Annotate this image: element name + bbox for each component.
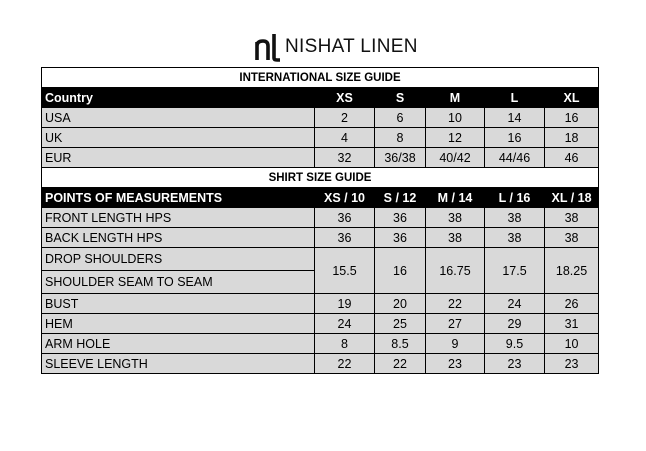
cell: 8 bbox=[315, 334, 375, 354]
cell: 8 bbox=[375, 128, 426, 148]
header-s: S bbox=[375, 88, 426, 108]
header-xs-10: XS / 10 bbox=[315, 188, 375, 208]
header-xs: XS bbox=[315, 88, 375, 108]
cell: 29 bbox=[485, 314, 545, 334]
cell: 26 bbox=[545, 294, 599, 314]
cell: 2 bbox=[315, 108, 375, 128]
cell: 15.5 bbox=[315, 248, 375, 294]
cell: 24 bbox=[485, 294, 545, 314]
cell: 38 bbox=[426, 208, 485, 228]
row-label: DROP SHOULDERS bbox=[42, 248, 315, 271]
cell: 23 bbox=[485, 354, 545, 374]
cell: 32 bbox=[315, 148, 375, 168]
row-label: EUR bbox=[42, 148, 315, 168]
row-label: FRONT LENGTH HPS bbox=[42, 208, 315, 228]
cell: 22 bbox=[315, 354, 375, 374]
cell: 40/42 bbox=[426, 148, 485, 168]
cell: 23 bbox=[545, 354, 599, 374]
brand-logo bbox=[255, 30, 418, 64]
cell: 36 bbox=[375, 228, 426, 248]
cell: 16 bbox=[485, 128, 545, 148]
row-label: SLEEVE LENGTH bbox=[42, 354, 315, 374]
international-title-row bbox=[42, 68, 599, 88]
cell: 8.5 bbox=[375, 334, 426, 354]
size-guide-table bbox=[41, 67, 599, 374]
header-xl: XL bbox=[545, 88, 599, 108]
cell: 36 bbox=[375, 208, 426, 228]
table-row bbox=[42, 148, 599, 168]
header-s-12: S / 12 bbox=[375, 188, 426, 208]
row-label: BUST bbox=[42, 294, 315, 314]
cell: 44/46 bbox=[485, 148, 545, 168]
cell: 36/38 bbox=[375, 148, 426, 168]
cell: 6 bbox=[375, 108, 426, 128]
cell: 38 bbox=[485, 228, 545, 248]
cell: 18 bbox=[545, 128, 599, 148]
header-xl-18: XL / 18 bbox=[545, 188, 599, 208]
cell: 23 bbox=[426, 354, 485, 374]
brand-name: NISHAT LINEN bbox=[285, 36, 418, 57]
cell: 38 bbox=[426, 228, 485, 248]
table-row bbox=[42, 294, 599, 314]
cell: 16.75 bbox=[426, 248, 485, 294]
cell: 12 bbox=[426, 128, 485, 148]
cell: 22 bbox=[375, 354, 426, 374]
shirt-title-row bbox=[42, 168, 599, 188]
cell: 38 bbox=[485, 208, 545, 228]
row-label: USA bbox=[42, 108, 315, 128]
cell: 38 bbox=[545, 228, 599, 248]
cell: 24 bbox=[315, 314, 375, 334]
cell: 46 bbox=[545, 148, 599, 168]
header-points-of-measurements: POINTS OF MEASUREMENTS bbox=[42, 188, 315, 208]
cell: 31 bbox=[545, 314, 599, 334]
table-row bbox=[42, 228, 599, 248]
cell: 4 bbox=[315, 128, 375, 148]
row-label: SHOULDER SEAM TO SEAM bbox=[42, 271, 315, 294]
cell: 36 bbox=[315, 228, 375, 248]
shirt-header-row bbox=[42, 188, 599, 208]
cell: 22 bbox=[426, 294, 485, 314]
international-header-row bbox=[42, 88, 599, 108]
nl-monogram-icon bbox=[255, 32, 281, 62]
table-row bbox=[42, 334, 599, 354]
cell: 10 bbox=[545, 334, 599, 354]
table-row bbox=[42, 314, 599, 334]
cell: 36 bbox=[315, 208, 375, 228]
header-m-14: M / 14 bbox=[426, 188, 485, 208]
row-label: ARM HOLE bbox=[42, 334, 315, 354]
international-size-guide-title: INTERNATIONAL SIZE GUIDE bbox=[42, 68, 599, 88]
table-row bbox=[42, 208, 599, 228]
cell: 16 bbox=[375, 248, 426, 294]
header-country: Country bbox=[42, 88, 315, 108]
cell: 16 bbox=[545, 108, 599, 128]
cell: 25 bbox=[375, 314, 426, 334]
cell: 17.5 bbox=[485, 248, 545, 294]
cell: 19 bbox=[315, 294, 375, 314]
cell: 9.5 bbox=[485, 334, 545, 354]
table-row bbox=[42, 354, 599, 374]
row-label: UK bbox=[42, 128, 315, 148]
cell: 14 bbox=[485, 108, 545, 128]
table-row bbox=[42, 108, 599, 128]
header-l-16: L / 16 bbox=[485, 188, 545, 208]
cell: 27 bbox=[426, 314, 485, 334]
header-m: M bbox=[426, 88, 485, 108]
cell: 9 bbox=[426, 334, 485, 354]
cell: 10 bbox=[426, 108, 485, 128]
header-l: L bbox=[485, 88, 545, 108]
row-label: HEM bbox=[42, 314, 315, 334]
cell: 38 bbox=[545, 208, 599, 228]
table-row bbox=[42, 128, 599, 148]
shirt-size-guide-title: SHIRT SIZE GUIDE bbox=[42, 168, 599, 188]
cell: 18.25 bbox=[545, 248, 599, 294]
cell: 20 bbox=[375, 294, 426, 314]
row-label: BACK LENGTH HPS bbox=[42, 228, 315, 248]
table-row bbox=[42, 248, 599, 271]
